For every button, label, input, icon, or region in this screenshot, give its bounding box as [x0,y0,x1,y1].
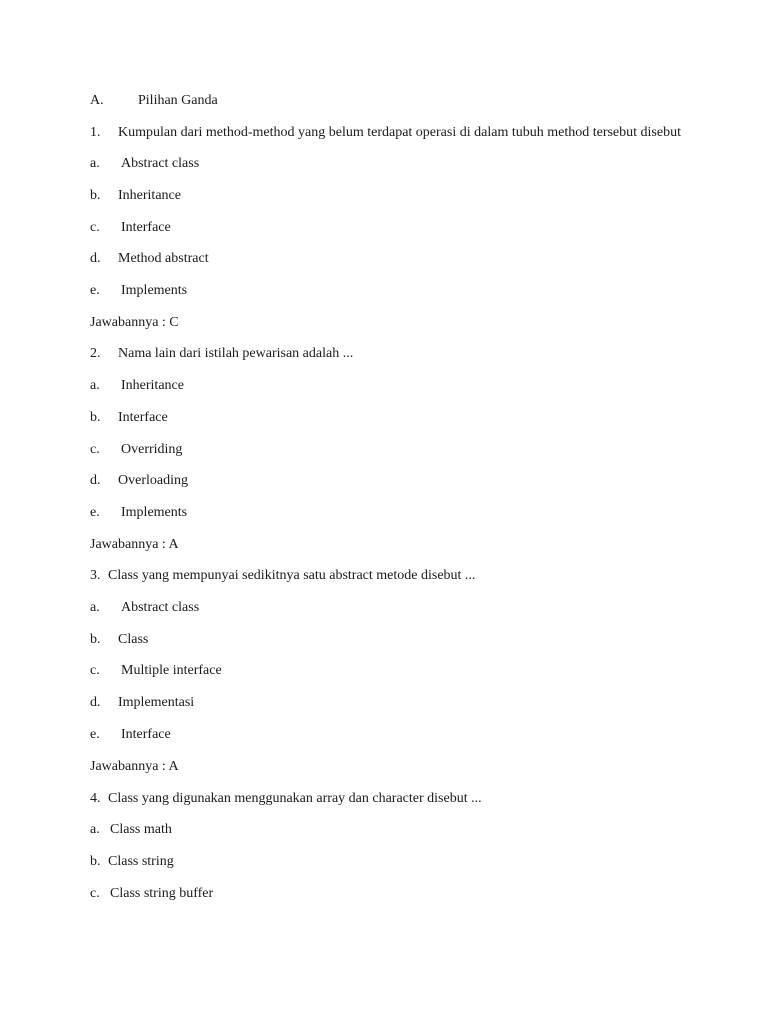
option-letter: b. [90,632,101,647]
question-2-option-c [90,442,182,458]
question-1 [90,125,681,141]
option-text: Overloading [118,473,188,488]
question-2-option-b [90,410,168,426]
option-text: Interface [121,727,171,742]
section-marker: A. [90,93,104,108]
option-text: Implementasi [118,695,195,710]
option-letter: c. [90,886,100,901]
question-3-option-c [90,663,222,679]
option-text: Inheritance [121,378,184,393]
section-heading [90,93,218,109]
option-letter: c. [90,442,100,457]
question-1-option-c [90,220,171,236]
option-letter: e. [90,505,100,520]
option-text: Class math [110,822,172,837]
question-1-option-e [90,283,187,299]
question-text: Nama lain dari istilah pewarisan adalah ... [118,346,354,361]
question-3-option-a [90,600,199,616]
option-text: Abstract class [121,156,200,171]
question-2-option-d [90,473,188,489]
question-4-option-a [90,822,172,838]
option-text: Class string [108,854,174,869]
option-letter: c. [90,220,100,235]
question-4-option-c [90,886,213,902]
option-text: Abstract class [121,600,200,615]
question-text: Kumpulan dari method-method yang belum terdapat operasi di dalam tubuh method tersebut disebut [118,125,681,140]
question-2-answer: Jawabannya : A [90,537,179,552]
option-letter: d. [90,251,101,266]
question-3-option-b [90,632,148,648]
question-4-option-b [90,854,174,870]
option-text: Implements [121,283,188,298]
option-letter: a. [90,156,100,171]
option-letter: d. [90,695,101,710]
question-1-option-d [90,251,209,267]
option-letter: d. [90,473,101,488]
question-1-answer: Jawabannya : C [90,315,179,330]
option-letter: a. [90,600,100,615]
question-text: Class yang mempunyai sedikitnya satu abstract metode disebut ... [108,568,476,583]
option-letter: b. [90,854,101,869]
question-number: 2. [90,346,101,361]
option-letter: b. [90,410,101,425]
option-text: Class [118,632,149,647]
option-text: Interface [121,220,171,235]
question-1-option-b [90,188,181,204]
option-letter: a. [90,822,100,837]
question-4 [90,791,482,807]
option-letter: e. [90,727,100,742]
option-text: Overriding [121,442,183,457]
question-3-answer: Jawabannya : A [90,759,179,774]
question-number: 4. [90,791,101,806]
option-letter: e. [90,283,100,298]
question-2 [90,346,353,362]
question-3 [90,568,475,584]
question-3-option-e [90,727,171,743]
question-2-option-e [90,505,187,521]
question-number: 1. [90,125,101,140]
question-text: Class yang digunakan menggunakan array dan character disebut ... [108,791,482,806]
option-letter: c. [90,663,100,678]
question-2-option-a [90,378,184,394]
option-letter: b. [90,188,101,203]
section-title: Pilihan Ganda [138,93,218,108]
option-text: Interface [118,410,168,425]
question-3-option-d [90,695,194,711]
option-text: Method abstract [118,251,209,266]
option-text: Class string buffer [110,886,214,901]
option-text: Multiple interface [121,663,222,678]
option-letter: a. [90,378,100,393]
option-text: Inheritance [118,188,181,203]
question-1-option-a [90,156,199,172]
option-text: Implements [121,505,188,520]
question-number: 3. [90,568,101,583]
